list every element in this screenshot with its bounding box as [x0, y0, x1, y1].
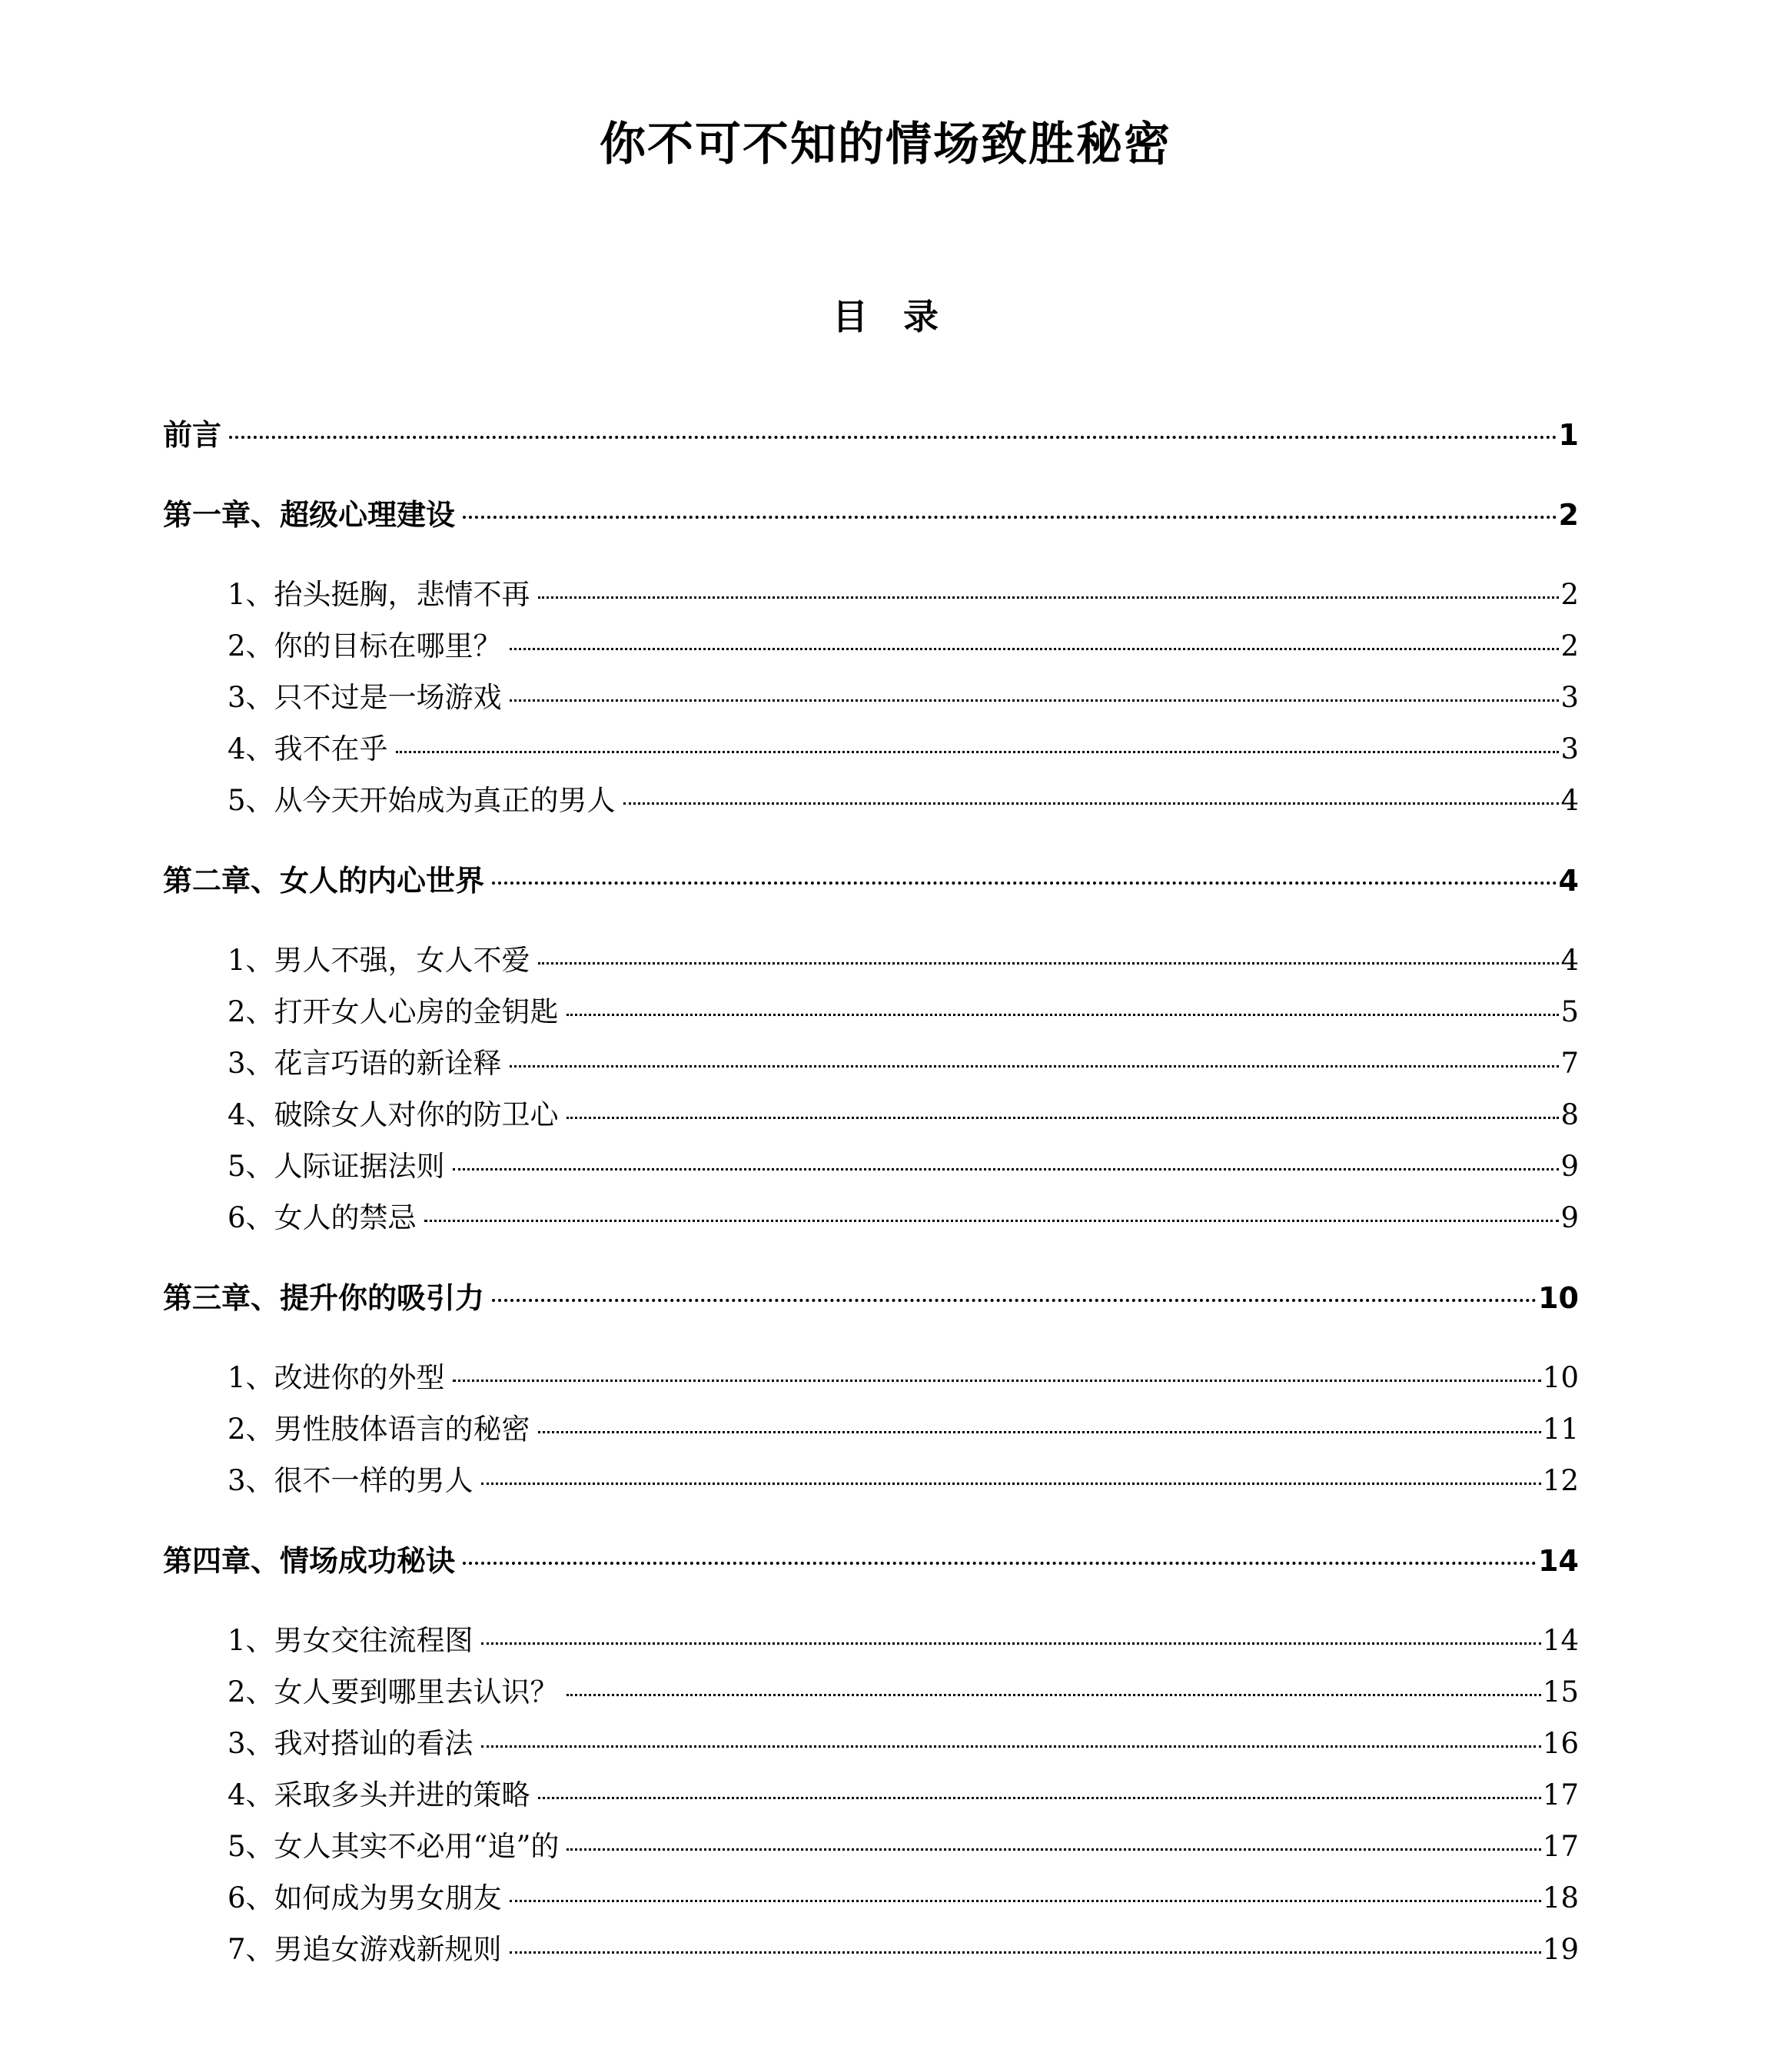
toc-section-label: 3、只不过是一场游戏: [228, 681, 502, 714]
toc-page-number: 11: [1542, 1413, 1579, 1446]
dot-leader: [623, 802, 1560, 805]
dot-leader: [567, 1117, 1560, 1119]
toc-page-number: 10: [1542, 1361, 1579, 1394]
toc-section-label: 1、男人不强，女人不爱: [228, 944, 530, 977]
toc-entry-label: 前言: [163, 418, 222, 452]
toc-page-number: 4: [1560, 944, 1579, 977]
toc-section-label: 6、如何成为男女朋友: [228, 1881, 502, 1914]
toc-page-number: 14: [1538, 1544, 1579, 1578]
toc-section-label: 4、我不在乎: [228, 732, 388, 765]
toc-section[interactable]: [228, 1194, 1579, 1237]
toc-page-number: 9: [1560, 1201, 1579, 1234]
toc-section[interactable]: [228, 1926, 1579, 1969]
toc-section[interactable]: [228, 1040, 1579, 1083]
toc-page-number: 4: [1558, 864, 1579, 898]
toc-section[interactable]: [228, 1617, 1579, 1660]
toc-section[interactable]: [228, 1874, 1579, 1918]
toc-section-label: 1、男女交往流程图: [228, 1624, 473, 1657]
dot-leader: [229, 436, 1557, 439]
toc-chapter-label: 第一章、超级心理建设: [163, 498, 456, 532]
toc-chapter-label: 第三章、提升你的吸引力: [163, 1281, 485, 1315]
toc-page-number: 15: [1542, 1675, 1579, 1708]
toc-page-number: 4: [1560, 784, 1579, 817]
toc-chapter-label: 第二章、女人的内心世界: [163, 864, 485, 898]
toc-page-number: 3: [1560, 732, 1579, 765]
dot-leader: [453, 1168, 1560, 1170]
toc-page-number: 1: [1558, 418, 1579, 452]
toc-section[interactable]: [228, 1720, 1579, 1763]
dot-leader: [567, 1014, 1560, 1016]
table-of-contents: [163, 411, 1579, 2017]
toc-section-label: 7、男追女游戏新规则: [228, 1933, 502, 1966]
toc-section-label: 2、你的目标在哪里？: [228, 629, 502, 662]
toc-section-label: 4、破除女人对你的防卫心: [228, 1098, 559, 1131]
toc-section-label: 1、抬头挺胸，悲情不再: [228, 578, 530, 611]
toc-entry-preface[interactable]: [163, 411, 1579, 454]
toc-section[interactable]: [228, 726, 1579, 769]
toc-chapter-1[interactable]: [163, 491, 1579, 534]
dot-leader: [481, 1483, 1541, 1485]
toc-section[interactable]: [228, 777, 1579, 820]
toc-heading: 目 录: [832, 296, 939, 337]
document-title: 你不可不知的情场致胜秘密: [600, 118, 1171, 171]
toc-page-number: 8: [1560, 1098, 1579, 1131]
toc-section-label: 5、女人其实不必用“追”的: [228, 1830, 560, 1863]
toc-page-number: 2: [1560, 629, 1579, 662]
dot-leader: [510, 648, 1560, 650]
dot-leader: [567, 1848, 1541, 1851]
toc-section-label: 2、女人要到哪里去认识？: [228, 1675, 559, 1708]
toc-section[interactable]: [228, 1823, 1579, 1866]
dot-leader: [481, 1642, 1541, 1645]
dot-leader: [510, 1065, 1560, 1068]
toc-page-number: 9: [1560, 1150, 1579, 1183]
toc-page-number: 17: [1542, 1830, 1579, 1863]
toc-page-number: 5: [1560, 995, 1579, 1028]
toc-section-label: 2、打开女人心房的金钥匙: [228, 995, 559, 1028]
toc-page-number: 7: [1560, 1047, 1579, 1080]
toc-section-label: 3、花言巧语的新诠释: [228, 1047, 502, 1080]
toc-section[interactable]: [228, 1457, 1579, 1500]
toc-page-number: 16: [1542, 1727, 1579, 1760]
toc-page-number: 12: [1542, 1464, 1579, 1497]
toc-section[interactable]: [228, 1406, 1579, 1449]
dot-leader: [538, 596, 1560, 599]
toc-page-number: 17: [1542, 1778, 1579, 1811]
toc-section-label: 5、从今天开始成为真正的男人: [228, 784, 616, 817]
toc-section-label: 2、男性肢体语言的秘密: [228, 1413, 530, 1446]
toc-section[interactable]: [228, 1091, 1579, 1134]
toc-page-number: 19: [1542, 1933, 1579, 1966]
toc-section[interactable]: [228, 988, 1579, 1031]
toc-page-number: 2: [1558, 498, 1579, 532]
toc-section-label: 3、我对搭讪的看法: [228, 1727, 473, 1760]
toc-section-label: 5、人际证据法则: [228, 1150, 445, 1183]
toc-section[interactable]: [228, 937, 1579, 980]
dot-leader: [538, 962, 1560, 965]
toc-section[interactable]: [228, 1354, 1579, 1397]
dot-leader: [492, 882, 1557, 885]
toc-page-number: 10: [1538, 1281, 1579, 1315]
toc-section-label: 1、改进你的外型: [228, 1361, 445, 1394]
toc-chapter-label: 第四章、情场成功秘诀: [163, 1544, 456, 1578]
dot-leader: [453, 1380, 1541, 1382]
dot-leader: [463, 516, 1557, 519]
dot-leader: [538, 1431, 1541, 1433]
toc-page-number: 3: [1560, 681, 1579, 714]
toc-section-label: 6、女人的禁忌: [228, 1201, 417, 1234]
dot-leader: [481, 1745, 1541, 1748]
toc-chapter-4[interactable]: [163, 1537, 1579, 1580]
toc-section[interactable]: [228, 623, 1579, 666]
dot-leader: [510, 1951, 1541, 1954]
toc-chapter-2[interactable]: [163, 857, 1579, 900]
dot-leader: [396, 751, 1560, 753]
dot-leader: [567, 1694, 1541, 1696]
dot-leader: [463, 1562, 1537, 1565]
toc-section[interactable]: [228, 674, 1579, 717]
toc-section[interactable]: [228, 1669, 1579, 1712]
toc-section-label: 3、很不一样的男人: [228, 1464, 473, 1497]
toc-page-number: 18: [1542, 1881, 1579, 1914]
dot-leader: [492, 1299, 1537, 1302]
dot-leader: [538, 1797, 1541, 1799]
toc-section[interactable]: [228, 1143, 1579, 1186]
toc-chapter-3[interactable]: [163, 1274, 1579, 1317]
toc-page-number: 2: [1560, 578, 1579, 611]
dot-leader: [510, 1900, 1541, 1902]
toc-section-label: 4、采取多头并进的策略: [228, 1778, 530, 1811]
toc-section[interactable]: [228, 571, 1579, 614]
toc-page-number: 14: [1542, 1624, 1579, 1657]
dot-leader: [424, 1220, 1560, 1222]
dot-leader: [510, 699, 1560, 702]
toc-section[interactable]: [228, 1771, 1579, 1815]
